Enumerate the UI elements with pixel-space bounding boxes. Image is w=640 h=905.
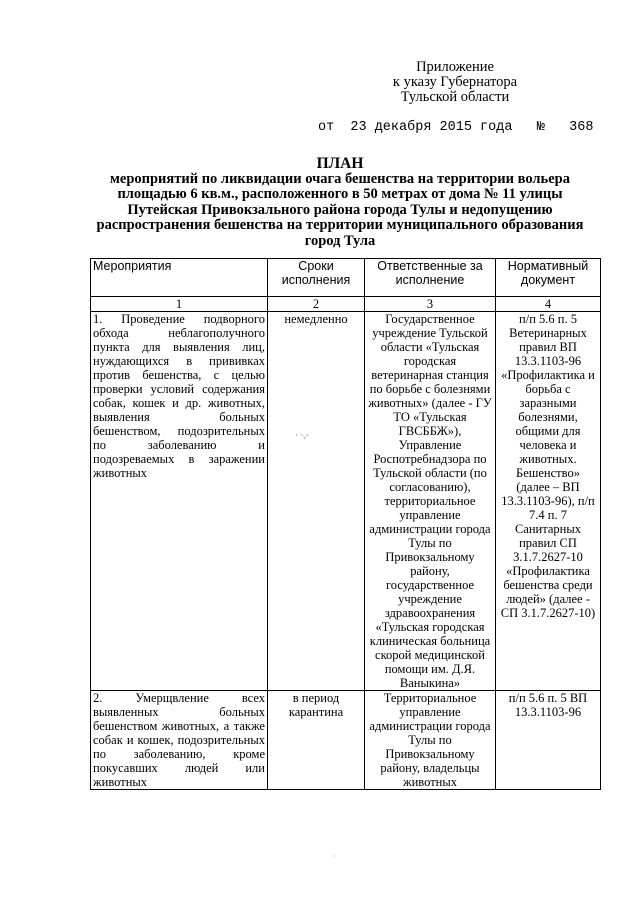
- row-measure-text: 1. Проведение подворного обхода неблагополучного пункта для выявления лиц, нуждающихся в прививках против бешенства, с целью проверки условий содержания собак, кошек и др. животных, выявления больных бешенством, подозрительных по заболеванию и подозреваемых в заражении животных: [93, 312, 265, 480]
- appendix-line-2: к указу Губернатора: [392, 74, 518, 90]
- row-responsible: Государственное учреждение Тульской области «Тульская городская ветеринарная станция по борьбе с болезнями животных» (далее - ГУ ТО «Тульская ГВСББЖ»), Управление Роспотребнадзора по Тульской области (по согласованию), территориальное управление администрации города Тулы по Привокзальному району, государственное учреждение здравоохранения «Тульская городская клиническая больница скорой медицинской помощи им. Д.Я. Ваныкина»: [365, 312, 496, 691]
- header-responsible: Ответственные за исполнение: [365, 259, 496, 297]
- column-number-1: 1: [91, 297, 268, 312]
- column-number-4: 4: [496, 297, 601, 312]
- row-document: п/п 5.6 п. 5 Ветеринарных правил ВП 13.3.1103-96 «Профилактика и борьба с заразными болезнями, общими для человека и животных. Бешенство» (далее – ВП 13.3.1103-96), п/п 7.4 п. 7 Санитарных правил СП 3.1.7.2627-10 «Профилактика бешенства среди людей» (далее - СП 3.1.7.2627-10): [496, 312, 601, 691]
- row-measure: [91, 312, 268, 691]
- plan-table: [90, 258, 601, 790]
- row-responsible: Территориальное управление администрации города Тулы по Привокзальному району, владельцы животных: [365, 691, 496, 790]
- row-deadline: немедленно: [268, 312, 365, 691]
- decree-line: [318, 120, 593, 135]
- appendix-line-3: Тульской области: [400, 89, 510, 105]
- table-header-row: [91, 259, 601, 297]
- decree-prefix: от: [318, 120, 335, 135]
- table-row: [91, 691, 601, 790]
- scan-mark: · ·ᵥ·: [295, 430, 309, 440]
- appendix-line-1: Приложение: [416, 59, 494, 75]
- header-document: Нормативный документ: [496, 259, 601, 297]
- decree-number: 368: [569, 120, 594, 135]
- scan-dot: ·: [332, 852, 335, 861]
- column-number-2: 2: [268, 297, 365, 312]
- document-title: [90, 156, 590, 249]
- plan-subtitle: мероприятий по ликвидации очага бешенства на территории вольера площадью 6 кв.м., расположенного в 50 метрах от дома № 11 улицы Путейская Привокзального района города Тулы и недопущению распространения бешенства на территории муниципального образования город Тула: [96, 170, 584, 249]
- table-row: [91, 312, 601, 691]
- decree-number-sign: №: [536, 120, 545, 135]
- row-measure: [91, 691, 268, 790]
- header-deadline: Сроки исполнения: [268, 259, 365, 297]
- table-number-row: [91, 297, 601, 312]
- plan-heading: ПЛАН: [316, 155, 364, 172]
- header-measures: Мероприятия: [91, 259, 268, 297]
- row-measure-text: 2. Умерщвление всех выявленных больных бешенством животных, а также собак и кошек, подозрительных по заболеванию, кроме покусавших людей или животных: [93, 691, 265, 789]
- column-number-3: 3: [365, 297, 496, 312]
- row-deadline: в период карантина: [268, 691, 365, 790]
- row-document: п/п 5.6 п. 5 ВП 13.3.1103-96: [496, 691, 601, 790]
- appendix-block: [360, 60, 550, 105]
- decree-date: 23 декабря 2015 года: [350, 120, 513, 135]
